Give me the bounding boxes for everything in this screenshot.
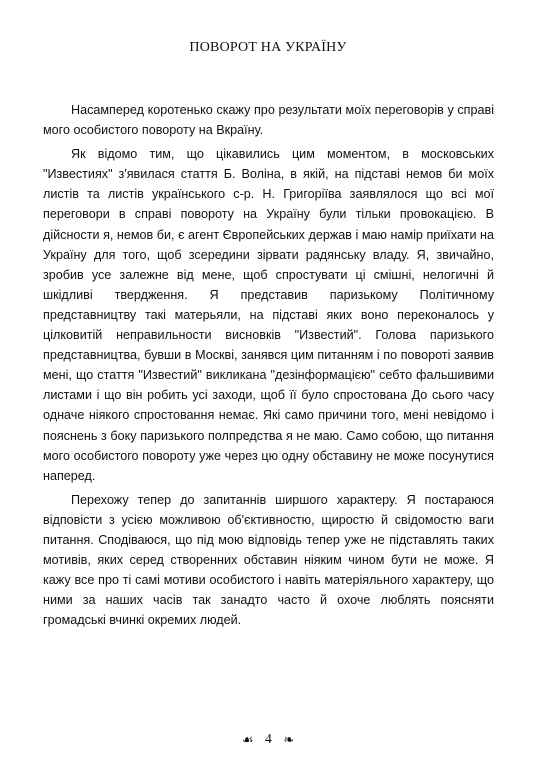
- page-footer: [0, 732, 536, 748]
- body-text: [43, 100, 494, 634]
- paragraph-1: Насамперед коротенько скажу про результати моїх переговорів у справі мого особистого повороту на Вкраїну.: [43, 103, 494, 138]
- page-title: ПОВОРОТ НА УКРАЇНУ: [189, 40, 347, 55]
- paragraph-3: Перехожу тепер до запитаннів ширшого характеру. Я постараюся відповісти з усією можливою об'єктивностю, щиростю й свідомостю ваги питання. Сподіваюся, що під мою відповідь тепер уже не підставлять таких мотивів, яких серед створенних обставин ніяким чином бути не може. Я кажу все про ті самі мотиви особистого і навіть матеріяльного характеру, що ними за наших часів так занадто часто й охоче люблять поясняти громадські вчинкі окремих людей.: [43, 492, 494, 628]
- ornament-left-icon: ☙: [241, 732, 254, 748]
- paragraph-2: Як відомо тим, що цікавились цим моментом, в московських "Известиях" з'явилася стаття Б. Воліна, в якій, на підставі немов би моїх листів та листів українського с-р. Н. Григоріїва заявлялося що всі мої переговори в справі повороту на Україну були тільки провокацією. В дійсности я, немов би, є агент Європейських держав і маю намір приїхати на Україну для того, щоб зсередини зірвати радянську владу. Я, звичайно, зробив усе залежне від мене, щоб спростувати ці смішні, нелогичні й шкідливі твердження. Я представив паризькому Політичному представництву такі матерьяли, на підставі яких воно переконалось у цілковитій неправильности висновків "Известий". Голова паризького представництва, бувши в Москві, занявся цим питанням і по повороті заявив мені, що стаття "Известий" викликана "дезінформацією" себто фальшивими листами і що він робить усі заходи, щоб її було спростована До сього часу одначе ніякого спростовання немає. Які само причини того, мені невідомо і пояснень з боку паризького полпредства я не маю. Само собою, що питання мого особистого повороту уже через цю одну обставину не може посунутися наперед.: [43, 147, 494, 483]
- ornament-right-icon: ❧: [283, 732, 295, 748]
- page-number: 4: [264, 732, 272, 747]
